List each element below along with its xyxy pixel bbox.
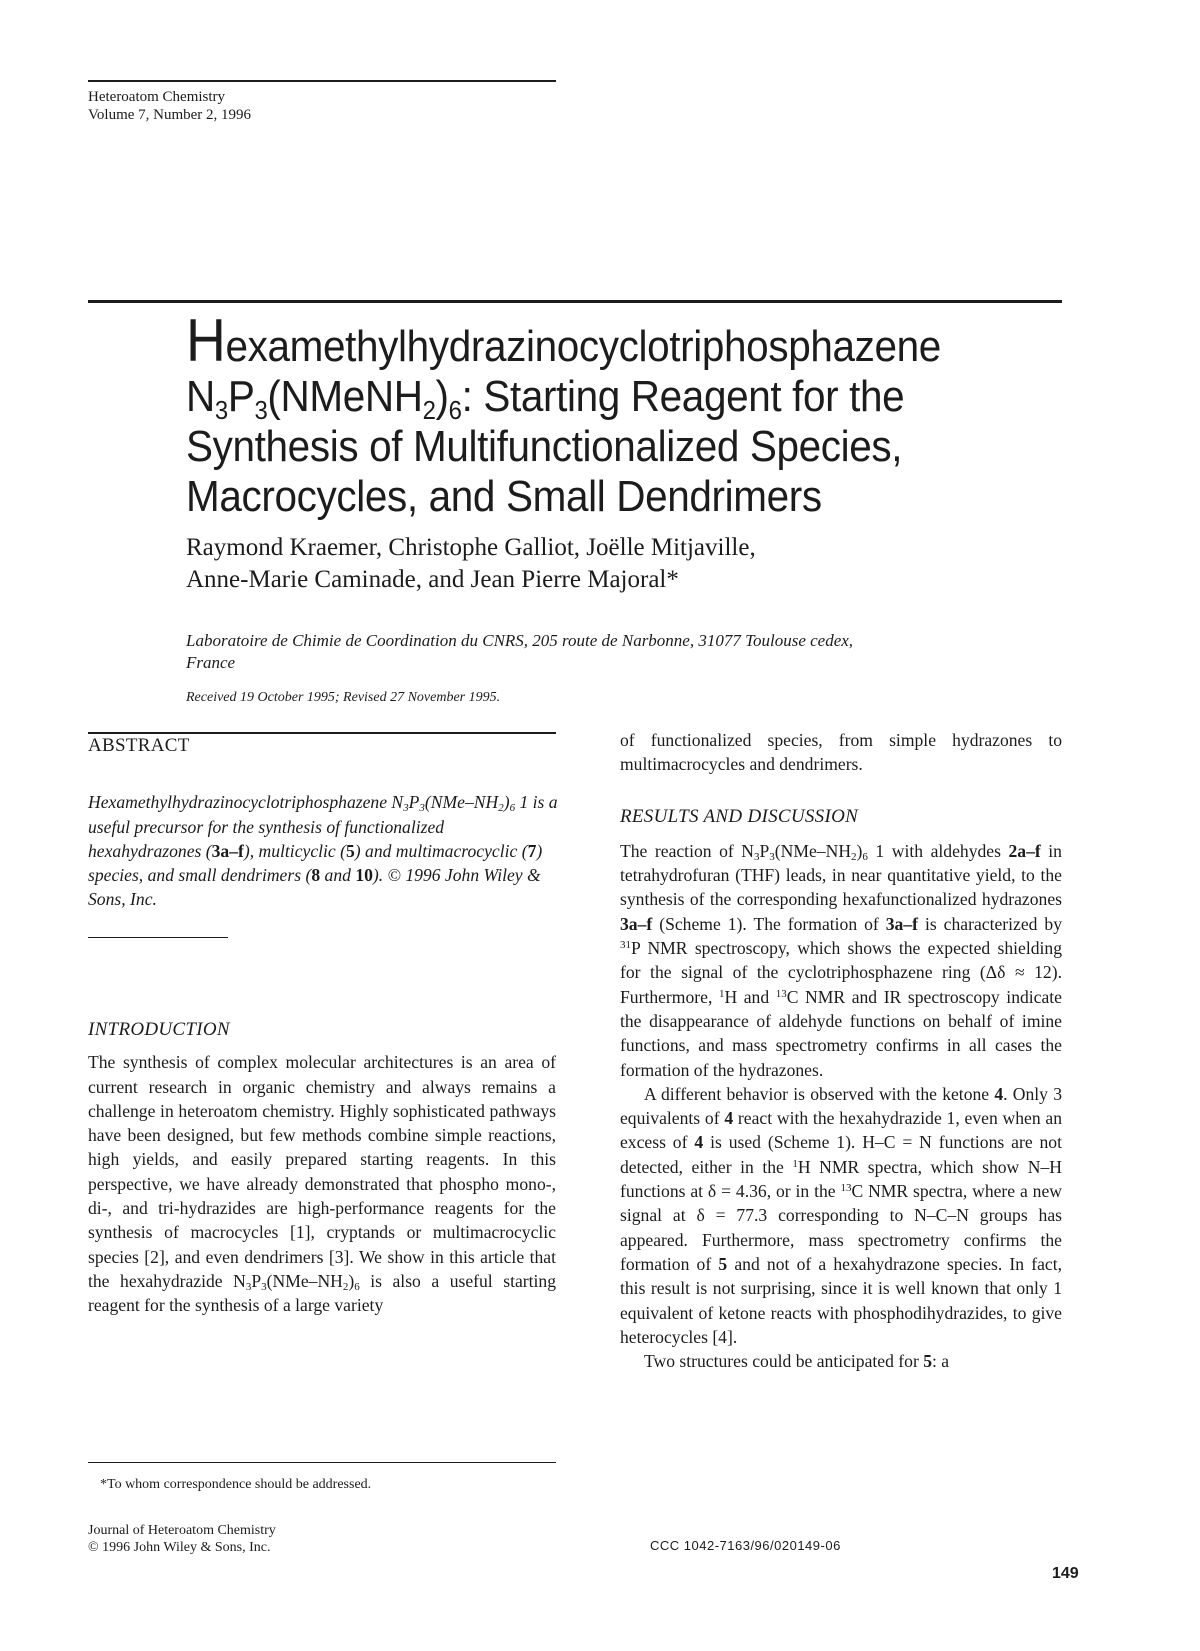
introduction-heading: INTRODUCTION — [88, 1019, 230, 1040]
journal-volume: Volume 7, Number 2, 1996 — [88, 107, 252, 123]
page-number: 149 — [1052, 1565, 1079, 1582]
introduction-text: The synthesis of complex molecular architectures is an area of current research in organic chemistry and always remains a challenge in heteroatom chemistry. Highly sophisticated pathways have been designed, but few methods combine simple reactions, high yields, and easily prepared starting reagents. In this perspective, we have already demonstrated that phospho mono-, di-, and tri-hydrazides are high-performance reagents for the synthesis of macrocycles [1], cryptands or multimacrocyclic species [2], and even dendrimers [3]. We show in this article that the hexahydrazide $N_3P_3(NMe-NH_2)_6$ is also a useful starting reagent for the synthesis of a large variety — [88, 1052, 556, 1316]
abstract-text: Hexamethylhydrazinocyclotriphosphazene $N_3P_3(NMe-NH_2)_6$ 1 is a useful precursor for the synthesis of functionalized hexahydrazones (3a–f), multicyclic (5) and multimacrocyclic (7) species, and small dendrimers (8 and 10). © 1996 John Wiley & Sons, Inc. — [88, 792, 558, 910]
journal-header — [88, 88, 251, 124]
ccc-code: CCC 1042-7163/96/020149-06 — [650, 1538, 841, 1553]
article-title: Hexamethylhydrazinocyclotriphosphazene $N_3P_3(NMeNH_2)_6$: Starting Reagent for the Synthesis of Multifunctionalized Species, Macrocycles, and Small Dendrimers — [186, 307, 941, 521]
abstract-end-rule — [88, 937, 228, 938]
results-heading: RESULTS AND DISCUSSION — [620, 805, 859, 827]
journal-name: Heteroatom Chemistry — [88, 89, 226, 105]
authors: Raymond Kraemer, Christophe Galliot, Joëlle Mitjaville, Anne-Marie Caminade, and Jean Pierre Majoral* — [186, 534, 756, 593]
results-paragraph-1: The reaction of $N_3P_3(NMe-NH_2)_6$ 1 with aldehydes 2a–f in tetrahydrofuran (THF) leads, in near quantitative yield, to the synthesis of the corresponding hexafunctionalized hydrazones 3a–f (Scheme 1). The formation of 3a–f is characterized by $^{31}$P NMR spectroscopy, which shows the expected shielding for the signal of the cyclotriphosphazene ring (Δδ ≈ 12). Furthermore, $^1$H and $^{13}$C NMR and IR spectroscopy indicate the disappearance of aldehyde functions on behalf of imine functions, and mass spectrometry confirms in all cases the formation of the hydrazones. — [620, 840, 1062, 1080]
footer-journal-info: Journal of Heteroatom Chemistry © 1996 John Wiley & Sons, Inc. — [88, 1523, 276, 1555]
results-paragraph-2: A different behavior is observed with the ketone 4. Only 3 equivalents of 4 react with the hexahydrazide 1, even when an excess of 4 is used (Scheme 1). H–C = N functions are not detected, either in the $^1$H NMR spectra, which show N–H functions at δ = 4.36, or in the $^{13}$C NMR spectra, where a new signal at δ = 77.3 corresponding to N–C–N groups has appeared. Furthermore, mass spectrometry confirms the formation of 5 and not of a hexahydrazone species. In fact, this result is not surprising, since it is well known that only 1 equivalent of ketone reacts with phosphodihydrazides, to give heterocycles [4]. — [620, 1083, 1063, 1347]
title-rule — [88, 300, 1062, 303]
results-paragraph-3: Two structures could be anticipated for 5: a — [644, 1351, 950, 1372]
footnote-rule — [88, 1462, 556, 1463]
introduction-section — [88, 1018, 556, 1318]
intro-continuation: of functionalized species, from simple hydrazones to multimacrocycles and dendrimers. — [620, 730, 1062, 775]
right-column — [620, 728, 1062, 1373]
header-rule — [88, 80, 556, 82]
received-dates: Received 19 October 1995; Revised 27 November 1995. — [186, 690, 501, 705]
affiliation: Laboratoire de Chimie de Coordination du CNRS, 205 route de Narbonne, 31077 Toulouse cedex, France — [186, 631, 854, 672]
abstract-heading: ABSTRACT — [88, 735, 190, 756]
footnote: *To whom correspondence should be addressed. — [100, 1477, 372, 1492]
left-column — [88, 734, 584, 912]
